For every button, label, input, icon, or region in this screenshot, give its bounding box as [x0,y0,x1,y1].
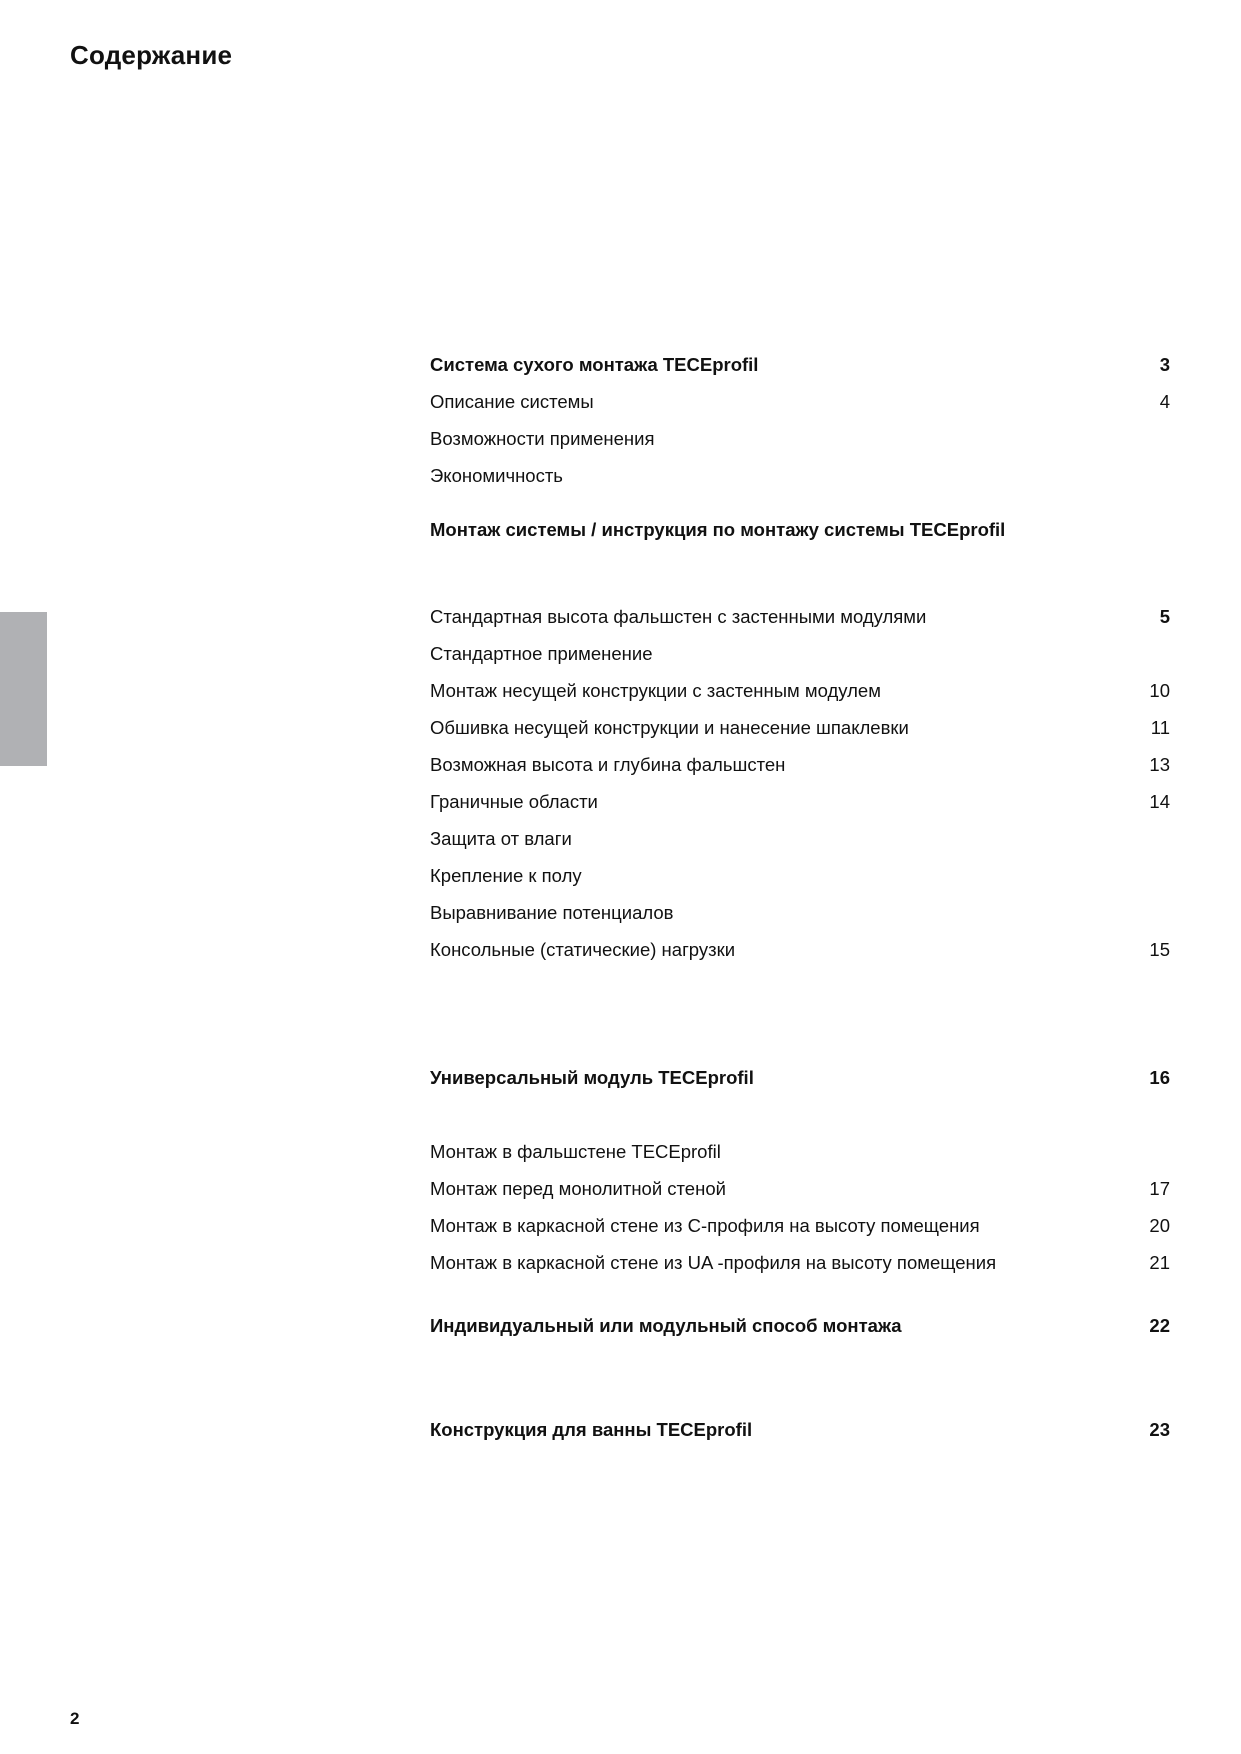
toc-entry-label: Граничные области [430,791,598,812]
toc-entry-label: Консольные (статические) нагрузки [430,939,736,960]
toc-entry-label: Конструкция для ванны TECEprofil [430,1419,753,1440]
toc-entry-page: 22 [1149,1315,1170,1336]
toc-entry[interactable] [430,513,1170,547]
toc-entry[interactable] [430,422,1170,456]
page-title: Содержание [70,40,233,70]
toc-entry[interactable] [430,1172,1170,1206]
toc-entry[interactable] [430,896,1170,930]
toc-entry[interactable] [430,1413,1170,1447]
toc-entry-page: 4 [1159,391,1170,412]
toc-entry[interactable] [430,459,1170,493]
toc-entry-label: Стандартная высота фальшстен с застенными модулями [430,606,927,627]
toc-entry[interactable] [430,822,1170,856]
toc-entry-label: Крепление к полу [430,865,582,886]
toc-entry-page: 10 [1149,680,1170,701]
toc-entry-label: Индивидуальный или модульный способ монтажа [430,1315,902,1336]
toc-entry-label: Монтаж в фальшстене TECEprofil [430,1141,721,1162]
toc-entry[interactable] [430,1309,1170,1343]
toc-entry-label: Возможная высота и глубина фальшстен [430,754,786,775]
toc-entry[interactable] [430,1061,1170,1095]
toc-entry-page: 21 [1149,1252,1170,1273]
toc-entry-label: Универсальный модуль TECEprofil [430,1067,754,1088]
toc-entry-page: 3 [1159,354,1170,375]
toc-entry-label: Монтаж перед монолитной стеной [430,1178,726,1199]
toc-entry[interactable] [430,674,1170,708]
toc-entry-label: Монтаж системы / инструкция по монтажу системы TECEprofil [430,519,1006,540]
toc-entry-page: 11 [1150,717,1170,738]
toc-entry[interactable] [430,933,1170,967]
toc-entry-label: Выравнивание потенциалов [430,902,674,923]
toc-entry-page: 14 [1149,791,1170,812]
toc-entry[interactable] [430,711,1170,745]
toc-entry[interactable] [430,1135,1170,1169]
toc-entry-label: Защита от влаги [430,828,572,849]
toc-entry-page: 20 [1149,1215,1170,1236]
toc-entry[interactable] [430,385,1170,419]
toc-entry[interactable] [430,637,1170,671]
toc-entry-label: Возможности применения [430,428,655,449]
toc-entry-label: Описание системы [430,391,594,412]
toc-entry-page: 15 [1149,939,1170,960]
page-number: 2 [70,1709,80,1728]
toc-entry[interactable] [430,348,1170,382]
toc-entry-page: 17 [1149,1178,1170,1199]
toc-entry-label: Система сухого монтажа TECEprofil [430,354,759,375]
toc-entry[interactable] [430,748,1170,782]
toc-entry-label: Экономичность [430,465,563,486]
toc-entry-page: 5 [1159,606,1170,627]
toc-entry-label: Монтаж в каркасной стене из С-профиля на высоту помещения [430,1215,980,1236]
toc-entry[interactable] [430,600,1170,634]
toc-entry[interactable] [430,859,1170,893]
toc-entry-label: Монтаж в каркасной стене из UA -профиля на высоту помещения [430,1252,997,1273]
toc-entry-label: Обшивка несущей конструкции и нанесение шпаклевки [430,717,909,738]
toc-entry-label: Монтаж несущей конструкции с застенным модулем [430,680,881,701]
toc-entry-page: 23 [1149,1419,1170,1440]
toc-entry-page: 16 [1149,1067,1170,1088]
toc-entry[interactable] [430,1246,1170,1280]
toc-entry[interactable] [430,1209,1170,1243]
section-tab-marker [0,612,47,766]
toc-entry-label: Стандартное применение [430,643,653,664]
toc-entry-page: 13 [1149,754,1170,775]
toc-entry[interactable] [430,785,1170,819]
